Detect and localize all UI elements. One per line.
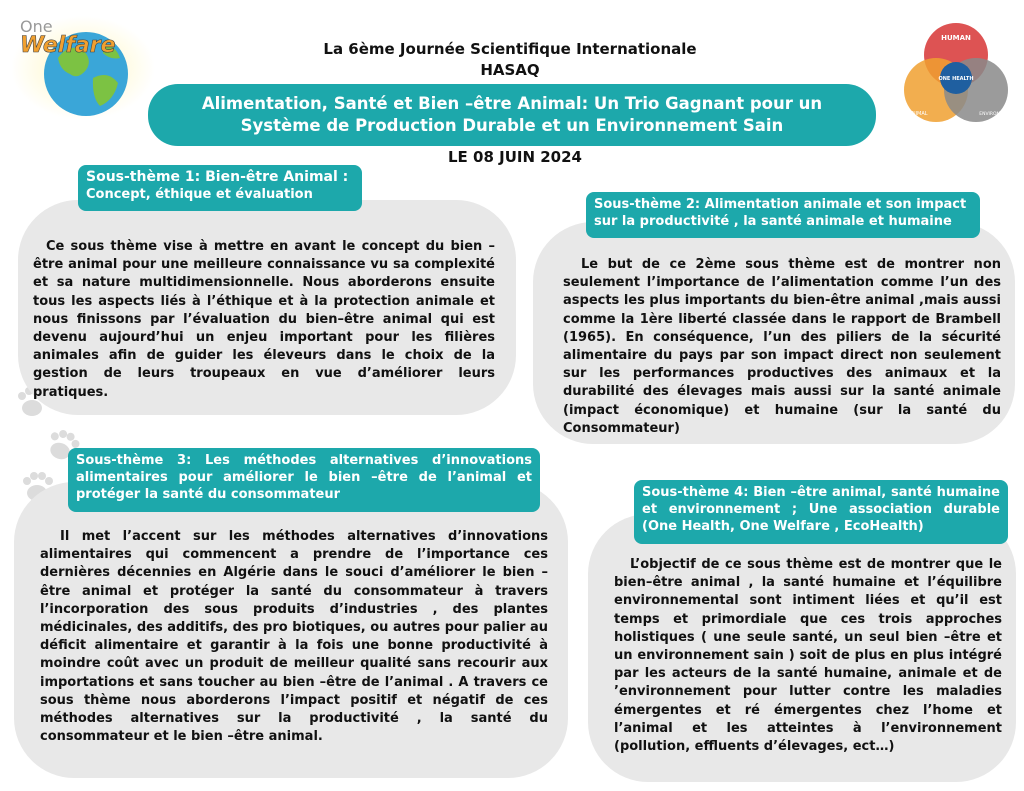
section-3-tab: Sous-thème 3: Les méthodes alternatives d’innovations alimentaires pour améliorer le bien –être de l’animal et protéger la santé du consommateur — [68, 448, 540, 512]
event-title: La 6ème Journée Scientifique Internationale — [323, 40, 697, 58]
section-1-text: Ce sous thème vise à mettre en avant le concept du bien –être animal pour une meilleure connaissance vu sa complexité et sa nature multidimensionnelle. Nous aborderons ensuite tous les aspects liés à l’éthique et à la protection animale et nous finissons par l’évaluation du bien–être animal qui est devenu aujourd’hui un enjeu important pour les filières animales afin de guider les éleveurs dans le choix de la gestion de leurs troupeaux en vue d’améliorer leurs pratiques. — [33, 239, 495, 400]
svg-text:Welfare: Welfare — [20, 33, 116, 58]
section-4-text: L’objectif de ce sous thème est de montrer que le bien–être animal , la santé humaine et l’équilibre environnemental sont intiment liées et qu’il est temps et primordiale que ces trois approches holistiques ( une seule santé, un seul bien –être et un environnement sain ) soit de plus en plus intégré par les acteurs de la santé humaine, animale et de ’environnement pour lutter contre les maladies émergentes et ré émergentes chez l’home et l’animal et les atteintes à l’environnement (pollution, effluents d’élevages, ect…) — [614, 557, 1002, 755]
svg-text:ANIMAL: ANIMAL — [908, 111, 928, 117]
svg-text:One: One — [20, 17, 53, 36]
svg-text:ENVIRONMENT: ENVIRONMENT — [979, 112, 1013, 117]
section-3-text: Il met l’accent sur les méthodes alternatives d’innovations alimentaires qui commencent a prendre de l’importance ces dernières décennies en Algérie dans le souci d’améliorer le bien –être animal et protéger la santé du consommateur à travers l’incorporation des sous produits d’industries , des plantes médicinales, des additifs, des pro biotiques, ou autres pour palier au déficit alimentaire et garantir à la fois une bonne productivité à moindre coût avec un produit de meilleur qualité sans recourir aux importations et sans toucher au bien –être de l’animal . A travers ce sous thème nous aborderons l’impact positif et négatif de ces méthodes alternatives sur la productivité , la santé du consommateur et le bien –être animal. — [40, 529, 548, 745]
event-acronym: HASAQ — [480, 61, 540, 79]
one-welfare-logo — [8, 8, 158, 123]
section-1-tab-subtitle: Concept, éthique et évaluation — [86, 187, 313, 202]
event-date: LE 08 JUIN 2024 — [448, 148, 582, 166]
section-4-tab: Sous-thème 4: Bien –être animal, santé humaine et environnement ; Une association durable (One Health, One Welfare , EcoHealth) — [634, 480, 1008, 544]
svg-text:ONE HEALTH: ONE HEALTH — [938, 76, 974, 82]
one-health-logo — [898, 20, 1018, 135]
main-theme-banner: Alimentation, Santé et Bien –être Animal: Un Trio Gagnant pour un Système de Production Durable et un Environnement Sain — [148, 84, 876, 146]
section-1-tab — [78, 165, 362, 211]
svg-text:HUMAN: HUMAN — [941, 34, 971, 42]
section-2-tab: Sous-thème 2: Alimentation animale et son impact sur la productivité , la santé animale et humaine — [586, 192, 980, 238]
section-2-text: Le but de ce 2ème sous thème est de montrer non seulement l’importance de l’alimentation comme l’un des aspects les plus importants du bien-être animal ,mais aussi comme la 1ère liberté classée dans le rapport de Brambell (1965). En conséquence, l’un des piliers de la sécurité alimentaire du pays par son impact direct non seulement sur les performances productives des animaux et la durabilité des élevages mais aussi sur la santé animale (impact économique) et humaine (sur la santé du Consommateur) — [563, 257, 1001, 436]
section-1-tab-title: Sous-thème 1: Bien-être Animal : — [86, 169, 349, 185]
